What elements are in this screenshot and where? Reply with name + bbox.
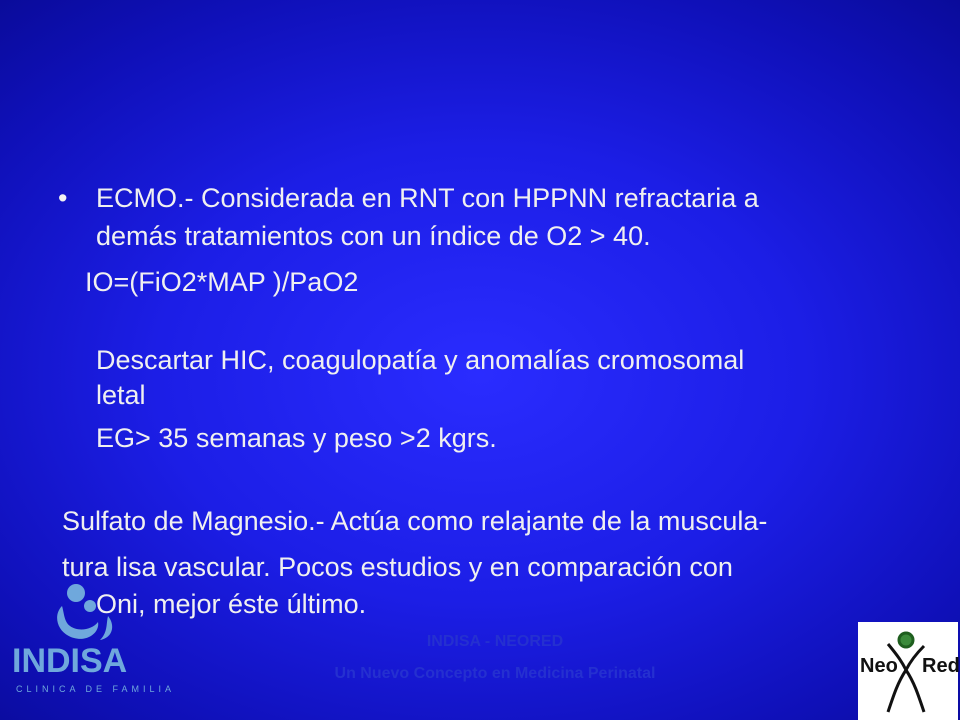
eg-line: EG> 35 semanas y peso >2 kgrs. xyxy=(96,423,497,453)
oni-line: Oni, mejor éste último. xyxy=(96,589,367,619)
ecmo-line-1: ECMO.- Considerada en RNT con HPPNN refractaria a xyxy=(96,183,759,213)
ecmo-line-2: demás tratamientos con un índice de O2 > 40. xyxy=(96,221,651,251)
descartar-line-2: letal xyxy=(96,380,146,410)
sulfato-line-1: Sulfato de Magnesio.- Actúa como relajante de la muscula- xyxy=(62,506,768,536)
indisa-figure-icon xyxy=(57,584,112,640)
io-formula: IO=(FiO2*MAP )/PaO2 xyxy=(85,267,359,297)
neored-logo xyxy=(858,622,958,720)
footer-subtitle: Un Nuevo Concepto en Medicina Perinatal xyxy=(334,665,656,682)
indisa-tagline: CLINICA DE FAMILIA xyxy=(16,684,176,694)
indisa-logo xyxy=(8,582,176,700)
descartar-line-1: Descartar HIC, coagulopatía y anomalías cromosomal xyxy=(96,345,745,375)
indisa-name: INDISA xyxy=(12,642,128,680)
neored-right-text: Red xyxy=(922,655,960,677)
neored-left-text: Neo xyxy=(860,655,898,677)
footer-title: INDISA - NEORED xyxy=(426,633,564,650)
sulfato-line-2: tura lisa vascular. Pocos estudios y en comparación con xyxy=(62,552,733,582)
bullet-marker: • xyxy=(58,183,68,213)
